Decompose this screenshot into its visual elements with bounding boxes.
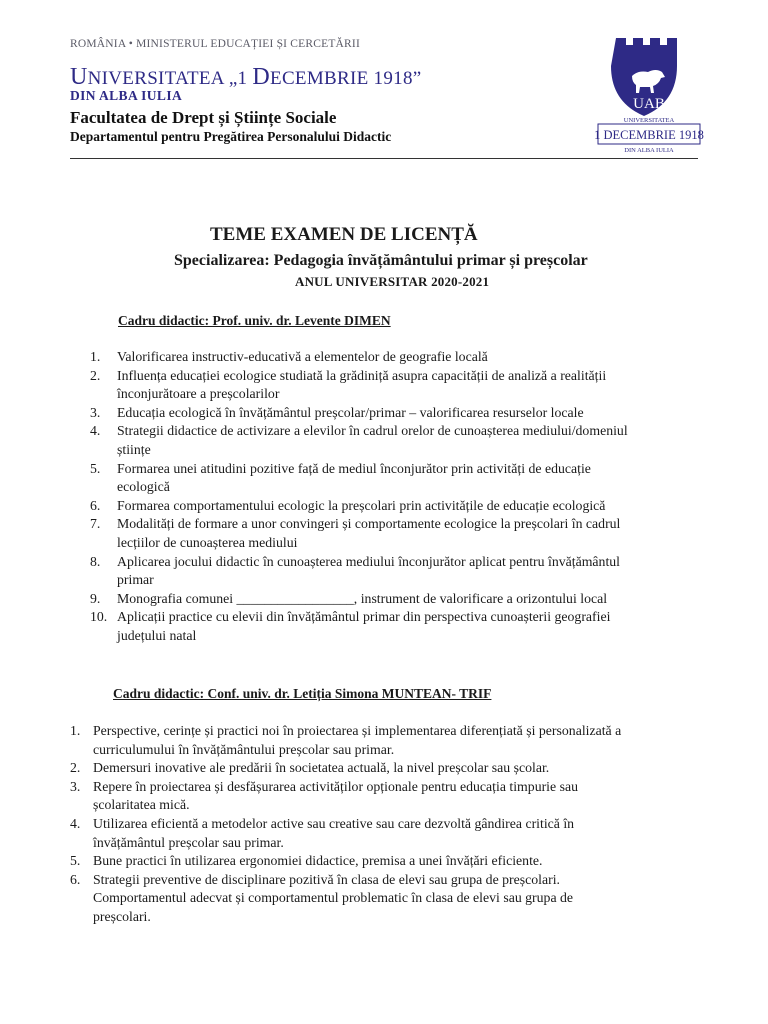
- list-item-text: Bune practici în utilizarea ergonomiei didactice, premisa a unei învățări eficiente.: [93, 853, 543, 869]
- list-item: [90, 590, 710, 609]
- document-title: TEME EXAMEN DE LICENȚĂ: [210, 224, 478, 245]
- list-item-text: școlaritatea mică.: [93, 797, 190, 813]
- list-item-number: 4.: [70, 815, 81, 831]
- list-item-number: 9.: [90, 590, 101, 606]
- list-item-text: Aplicații practice cu elevii din învățământul primar din perspectiva cunoașterii geografiei: [117, 609, 611, 625]
- list-item: [70, 722, 700, 759]
- list-item-text: ecologică: [117, 479, 170, 495]
- university-logo: [594, 30, 704, 156]
- list-item-number: 1.: [70, 723, 81, 738]
- list-item-number: 4.: [90, 423, 101, 439]
- faculty-name: Facultatea de Drept și Științe Sociale: [70, 108, 337, 127]
- list-item-text: Utilizarea eficientă a metodelor active sau creative sau care dezvoltă gândirea critică în: [93, 815, 575, 831]
- list-item-text: Educația ecologică în învățământul preșcolar/primar – valorificarea resurselor locale: [117, 404, 584, 420]
- list-item: [70, 778, 700, 815]
- university-city: DIN ALBA IULIA: [70, 88, 183, 103]
- list-item: [90, 404, 710, 423]
- topics-list-2: [70, 722, 700, 927]
- list-item-text: Aplicarea jocului didactic în cunoașterea mediului înconjurător aplicat pentru învățământul: [117, 553, 621, 569]
- list-item: [90, 515, 710, 552]
- specialization: Specializarea: Pedagogia învățământului primar și preșcolar: [174, 252, 588, 269]
- list-item-number: 2.: [70, 760, 81, 776]
- logo-banner-main: 1 DECEMBRIE 1918: [594, 128, 704, 142]
- logo-banner-top: UNIVERSITATEA: [623, 117, 675, 124]
- list-item-text: înconjurătoare a preșcolarilor: [117, 386, 280, 402]
- list-item-text: învățământul preșcolar sau primar.: [93, 834, 284, 850]
- list-item-text: Demersuri inovative ale predării în societatea actuală, la nivel preșcolar sau școlar.: [93, 760, 550, 776]
- list-item: [90, 608, 710, 645]
- list-item: [70, 815, 700, 852]
- topics-list-1: [90, 348, 710, 646]
- university-name: UNIVERSITATEA „1 DECEMBRIE 1918”: [70, 64, 422, 90]
- list-item-text: Monografia comunei _________________, instrument de valorificare a orizontului local: [117, 590, 608, 606]
- list-item-number: 6.: [90, 497, 101, 513]
- list-item-number: 7.: [90, 516, 101, 532]
- list-item-number: 3.: [90, 404, 101, 420]
- list-item-number: 2.: [90, 367, 101, 383]
- list-item-number: 8.: [90, 553, 101, 569]
- header-divider: [70, 158, 698, 159]
- teacher-heading-2: Cadru didactic: Conf. univ. dr. Letiția Simona MUNTEAN- TRIF: [113, 686, 492, 701]
- list-item-text: Strategii didactice de activizare a elevilor în cadrul orelor de cunoașterea mediului/domeniul: [117, 423, 628, 439]
- logo-shield-text: UAB: [633, 96, 665, 112]
- list-item-text: Formarea comportamentului ecologic la preșcolari prin activitățile de educație ecologică: [117, 497, 606, 513]
- list-item-text: Comportamentul adecvat și comportamentul problematic în clasa de elevi sau grupa de: [93, 890, 574, 906]
- list-item-text: primar: [117, 572, 154, 588]
- list-item-text: Formarea unei atitudini pozitive față de mediul înconjurător prin activități de educație: [117, 460, 591, 476]
- list-item-number: 10.: [90, 609, 108, 625]
- list-item-text: Strategii preventive de disciplinare pozitivă în clasa de elevi sau grupa de preșcolari.: [93, 871, 560, 887]
- list-item: [70, 871, 700, 927]
- academic-year: ANUL UNIVERSITAR 2020-2021: [295, 274, 490, 289]
- list-item-text: județului natal: [117, 627, 197, 643]
- list-item: [90, 553, 710, 590]
- list-item-text: Modalități de formare a unor convingeri și comportamente ecologice la preșcolari în cadrul: [117, 516, 621, 532]
- list-item-number: 5.: [70, 853, 81, 869]
- ministry-line: ROMÂNIA • MINISTERUL EDUCAȚIEI ȘI CERCETĂRII: [70, 38, 360, 50]
- teacher-heading-1: Cadru didactic: Prof. univ. dr. Levente DIMEN: [118, 313, 391, 328]
- list-item-text: lecțiilor de cunoașterea mediului: [117, 534, 298, 550]
- list-item-number: 6.: [70, 871, 81, 887]
- list-item: [90, 460, 710, 497]
- list-item: [70, 852, 700, 871]
- list-item-text: științe: [117, 441, 151, 457]
- list-item-text: Perspective, cerințe și practici noi în proiectarea și implementarea diferențiată și personalizată a: [93, 723, 622, 738]
- list-item: [90, 348, 710, 367]
- list-item: [90, 497, 710, 516]
- list-item-number: 5.: [90, 460, 101, 476]
- logo-banner-bottom: DIN ALBA IULIA: [624, 147, 674, 154]
- list-item-text: Influența educației ecologice studiată la grădiniță asupra capacității de analiză a realității: [117, 367, 607, 383]
- list-item: [70, 759, 700, 778]
- list-item-text: preșcolari.: [93, 908, 151, 924]
- list-item: [90, 422, 710, 459]
- list-item: [90, 367, 710, 404]
- list-item-text: Valorificarea instructiv-educativă a elementelor de geografie locală: [117, 349, 488, 364]
- department-name: Departamentul pentru Pregătirea Personalului Didactic: [70, 129, 392, 144]
- list-item-text: curriculumului în învățământului preșcolar sau primar.: [93, 741, 395, 757]
- list-item-text: Repere în proiectarea și desfășurarea activităților opționale pentru educația timpurie sau: [93, 778, 578, 794]
- list-item-number: 1.: [90, 349, 101, 364]
- list-item-number: 3.: [70, 778, 81, 794]
